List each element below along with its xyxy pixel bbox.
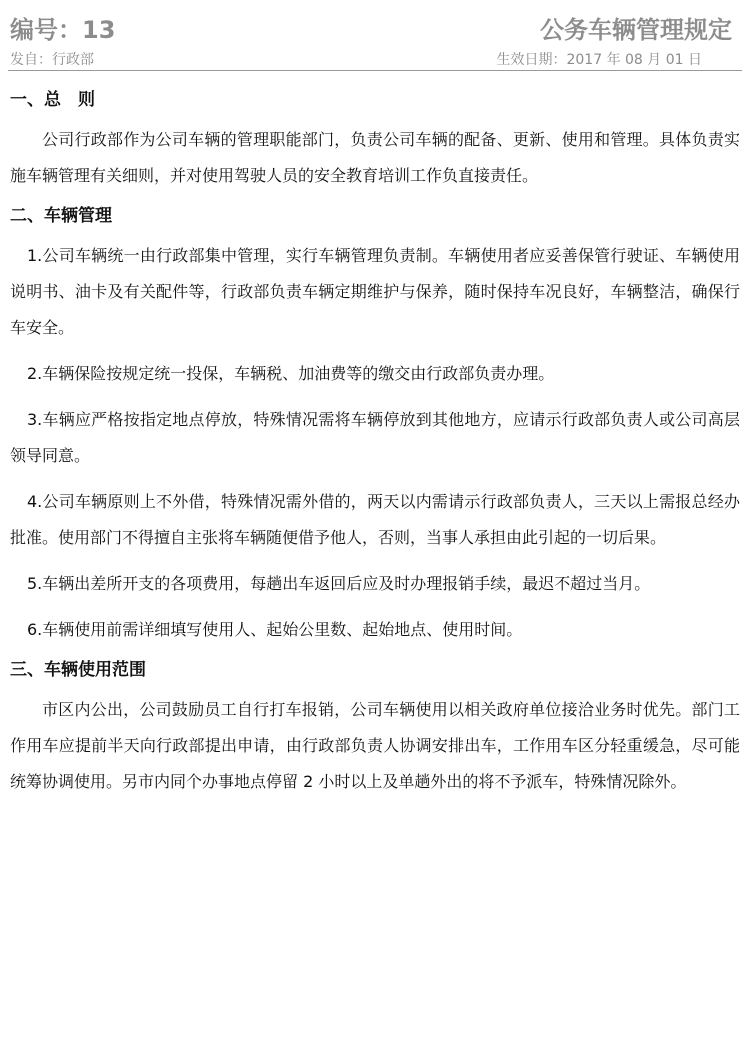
document-number: 编号：13 — [10, 16, 116, 44]
header-divider — [8, 70, 742, 71]
list-item: 2.车辆保险按规定统一投保，车辆税、加油费等的缴交由行政部负责办理。 — [27, 364, 555, 383]
body-paragraph: 市区内公出，公司鼓励员工自行打车报销，公司车辆使用以相关政府单位接洽业务时优先。部门工作用车应提前半天向行政部提出申请，由行政部负责人协调安排出车，工作用车区分轻重缓急，尽可能统筹协调使用。另市内同个办事地点停留 2 小时以上及单趟外出的将不予派车，特殊情况除外。 — [10, 700, 740, 791]
body-paragraph: 公司行政部作为公司车辆的管理职能部门，负责公司车辆的配备、更新、使用和管理。具体负责实施车辆管理有关细则，并对使用驾驶人员的安全教育培训工作负直接责任。 — [10, 130, 740, 185]
list-item: 6.车辆使用前需详细填写使用人、起始公里数、起始地点、使用时间。 — [27, 620, 523, 639]
issuer-line: 发自：行政部 — [10, 52, 94, 68]
document-body — [10, 88, 740, 810]
list-item: 3.车辆应严格按指定地点停放，特殊情况需将车辆停放到其他地方，应请示行政部负责人或公司高层领导同意。 — [10, 410, 740, 465]
list-item: 4.公司车辆原则上不外借，特殊情况需外借的，两天以内需请示行政部负责人，三天以上需报总经办批准。使用部门不得擅自主张将车辆随便借予他人，否则，当事人承担由此引起的一切后果。 — [10, 492, 740, 547]
section-heading: 二、车辆管理 — [10, 206, 112, 226]
section-vehicle-management — [10, 204, 740, 648]
section-heading: 三、车辆使用范围 — [10, 660, 146, 680]
document-title: 公务车辆管理规定 — [540, 16, 732, 44]
section-heading: 一、总 则 — [10, 90, 95, 110]
list-item: 1.公司车辆统一由行政部集中管理，实行车辆管理负责制。车辆使用者应妥善保管行驶证、车辆使用说明书、油卡及有关配件等，行政部负责车辆定期维护与保养，随时保持车况良好，车辆整洁，确保行车安全。 — [10, 246, 740, 337]
section-usage-scope — [10, 658, 740, 800]
effective-date: 生效日期：2017 年 08 月 01 日 — [496, 52, 702, 68]
section-general — [10, 88, 740, 194]
list-item: 5.车辆出差所开支的各项费用，每趟出车返回后应及时办理报销手续，最迟不超过当月。 — [27, 574, 651, 593]
